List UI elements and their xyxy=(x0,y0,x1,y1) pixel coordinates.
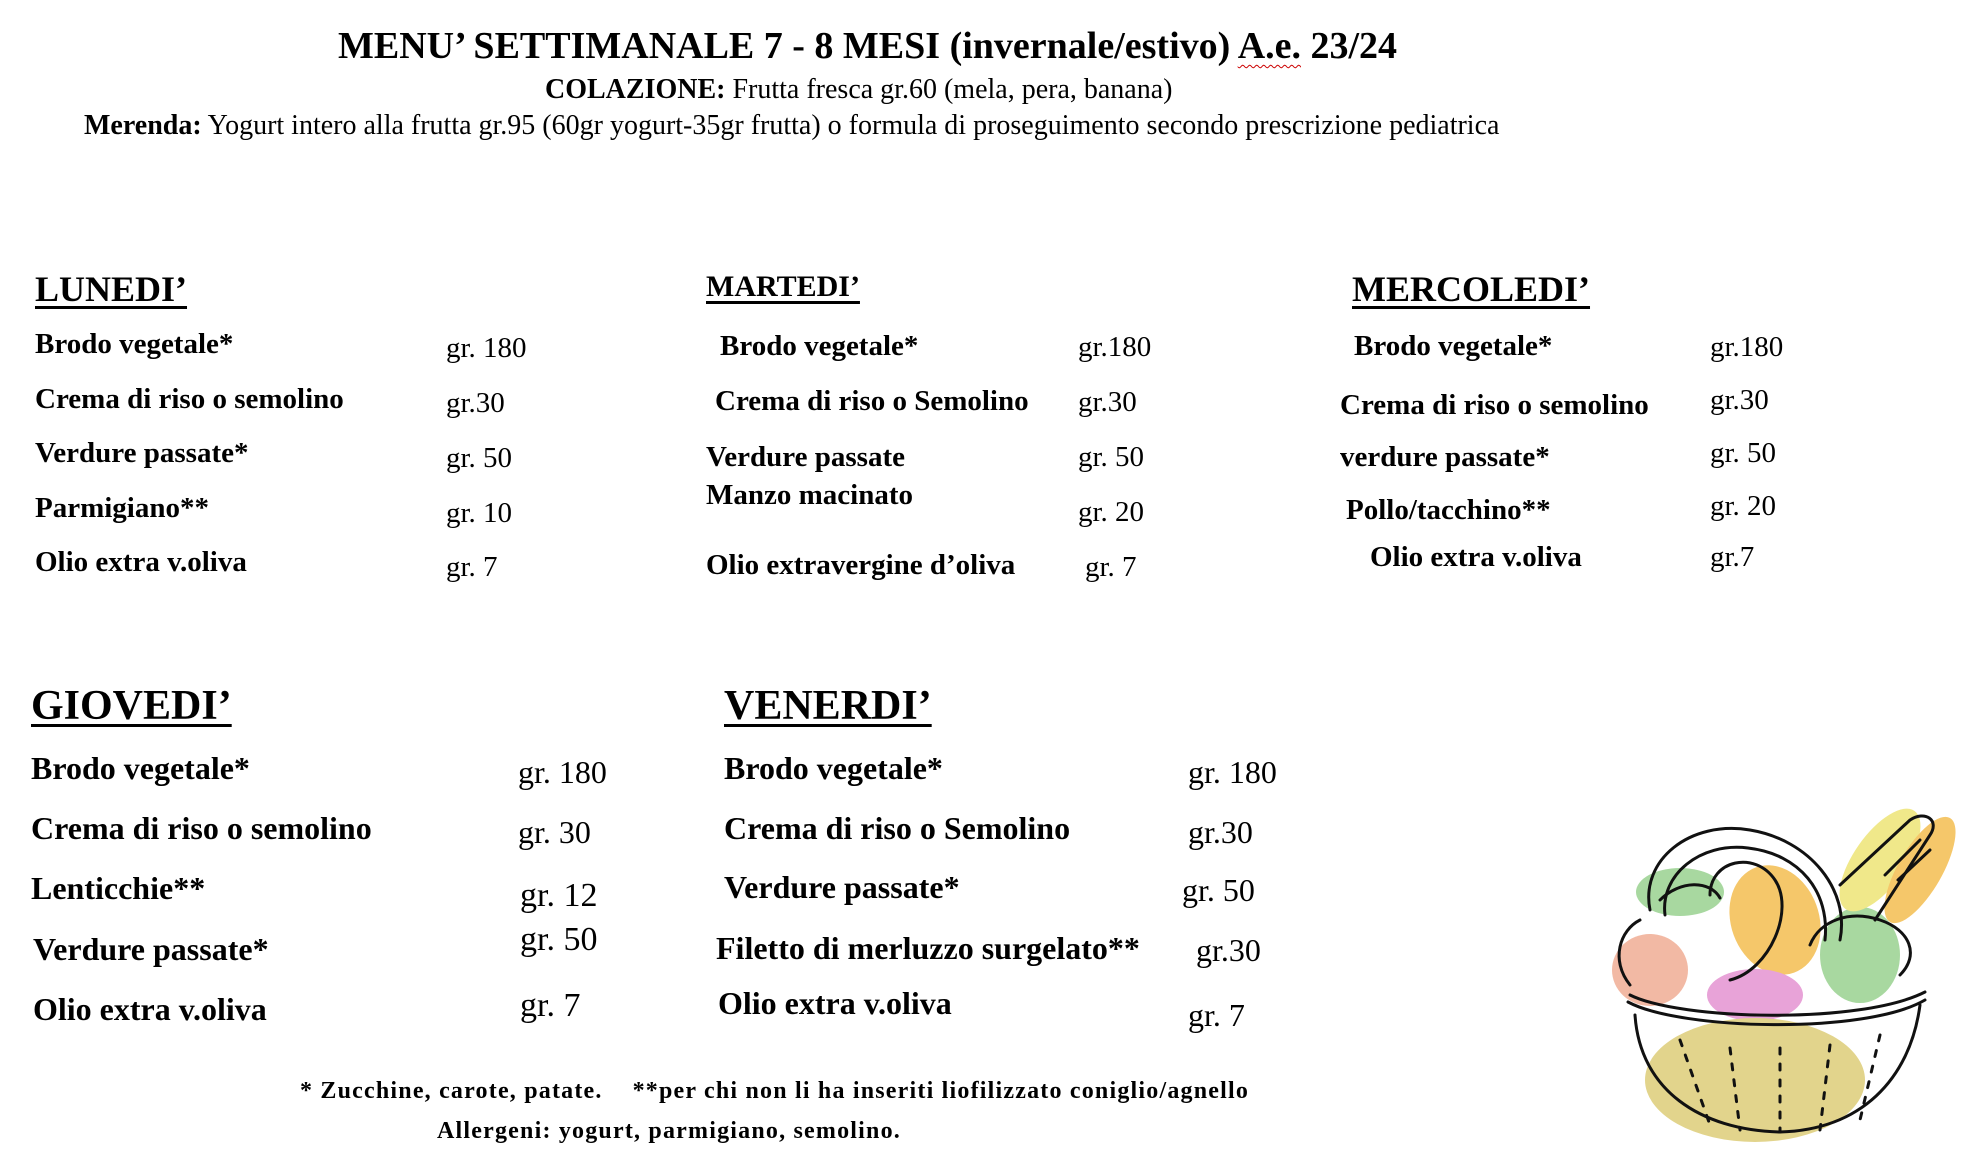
title-ae: A.e. xyxy=(1237,25,1301,67)
title-year: 23/24 xyxy=(1301,25,1398,67)
giovedi-qty-5: gr. 7 xyxy=(520,987,581,1024)
venerdi-qty-2: gr.30 xyxy=(1188,814,1253,850)
lunedi-qty-4: gr. 10 xyxy=(446,497,513,529)
lunedi-food-1: Brodo vegetale* xyxy=(35,328,234,360)
venerdi-qty-4: gr.30 xyxy=(1196,932,1261,968)
lunedi-food-4: Parmigiano** xyxy=(35,492,209,524)
venerdi-food-4: Filetto di merluzzo surgelato** xyxy=(716,930,1140,966)
giovedi-qty-2: gr. 30 xyxy=(518,814,591,850)
mercoledi-food-3: verdure passate* xyxy=(1340,441,1550,473)
title-main: MENU’ SETTIMANALE 7 - 8 MESI (invernale/estivo) xyxy=(338,25,1238,67)
giovedi-food-2: Crema di riso o semolino xyxy=(31,810,372,846)
lunedi-qty-3: gr. 50 xyxy=(446,442,513,474)
day-heading-venerdi: VENERDI’ xyxy=(724,683,932,729)
day-heading-martedi: MARTEDI’ xyxy=(706,270,860,303)
giovedi-qty-4: gr. 50 xyxy=(520,921,598,958)
venerdi-food-1: Brodo vegetale* xyxy=(724,750,943,786)
page-title xyxy=(338,24,1397,68)
mercoledi-food-4: Pollo/tacchino** xyxy=(1346,494,1551,526)
martedi-food-2: Crema di riso o Semolino xyxy=(715,385,1029,417)
day-heading-mercoledi: MERCOLEDI’ xyxy=(1352,269,1591,309)
lunedi-qty-5: gr. 7 xyxy=(446,551,498,583)
mercoledi-qty-1: gr.180 xyxy=(1710,331,1784,363)
mercoledi-qty-2: gr.30 xyxy=(1710,384,1769,416)
venerdi-food-5: Olio extra v.oliva xyxy=(718,985,952,1021)
giovedi-food-1: Brodo vegetale* xyxy=(31,750,250,786)
giovedi-qty-3: gr. 12 xyxy=(520,877,598,914)
mercoledi-food-5: Olio extra v.oliva xyxy=(1370,541,1582,573)
martedi-qty-1: gr.180 xyxy=(1078,331,1152,363)
mercoledi-food-1: Brodo vegetale* xyxy=(1354,330,1553,362)
giovedi-food-4: Verdure passate* xyxy=(33,931,269,967)
martedi-food-3: Verdure passate xyxy=(706,441,905,473)
lunedi-qty-1: gr. 180 xyxy=(446,332,527,364)
lunedi-food-2: Crema di riso o semolino xyxy=(35,383,344,415)
lunedi-food-3: Verdure passate* xyxy=(35,437,249,469)
mercoledi-qty-3: gr. 50 xyxy=(1710,437,1777,469)
martedi-qty-3: gr. 50 xyxy=(1078,441,1145,473)
fruit-basket-icon xyxy=(1580,780,1980,1150)
martedi-qty-2: gr.30 xyxy=(1078,386,1137,418)
footnote-2: **per chi non li ha inseriti liofilizzato coniglio/agnello xyxy=(632,1078,1250,1104)
giovedi-qty-1: gr. 180 xyxy=(518,754,607,790)
colazione-text: Frutta fresca gr.60 (mela, pera, banana) xyxy=(725,74,1173,105)
merenda-line xyxy=(84,110,1499,142)
footnote-line xyxy=(300,1078,1249,1105)
merenda-label: Merenda: xyxy=(84,110,202,141)
allergens-note: Allergeni: yogurt, parmigiano, semolino. xyxy=(437,1118,901,1144)
colazione-label: COLAZIONE: xyxy=(545,74,726,105)
venerdi-qty-1: gr. 180 xyxy=(1188,754,1277,790)
martedi-qty-4: gr. 20 xyxy=(1078,496,1145,528)
footnote-1: * Zucchine, carote, patate. xyxy=(300,1078,603,1104)
martedi-qty-5: gr. 7 xyxy=(1085,551,1137,583)
merenda-text: Yogurt intero alla frutta gr.95 (60gr yogurt-35gr frutta) o formula di proseguimento secondo prescrizione pediatrica xyxy=(201,110,1500,141)
colazione-line xyxy=(545,74,1172,106)
giovedi-food-5: Olio extra v.oliva xyxy=(33,991,267,1027)
day-heading-giovedi: GIOVEDI’ xyxy=(31,683,232,729)
lunedi-qty-2: gr.30 xyxy=(446,387,505,419)
martedi-food-5: Olio extravergine d’oliva xyxy=(706,549,1016,581)
lunedi-food-5: Olio extra v.oliva xyxy=(35,546,247,578)
giovedi-food-3: Lenticchie** xyxy=(31,870,206,906)
mercoledi-food-2: Crema di riso o semolino xyxy=(1340,389,1649,421)
mercoledi-qty-5: gr.7 xyxy=(1710,541,1755,573)
venerdi-qty-3: gr. 50 xyxy=(1182,872,1255,908)
mercoledi-qty-4: gr. 20 xyxy=(1710,490,1777,522)
day-heading-lunedi: LUNEDI’ xyxy=(35,269,188,309)
venerdi-food-2: Crema di riso o Semolino xyxy=(724,810,1071,846)
venerdi-qty-5: gr. 7 xyxy=(1188,997,1245,1033)
venerdi-food-3: Verdure passate* xyxy=(724,869,960,905)
martedi-food-4: Manzo macinato xyxy=(706,479,913,511)
martedi-food-1: Brodo vegetale* xyxy=(720,330,919,362)
